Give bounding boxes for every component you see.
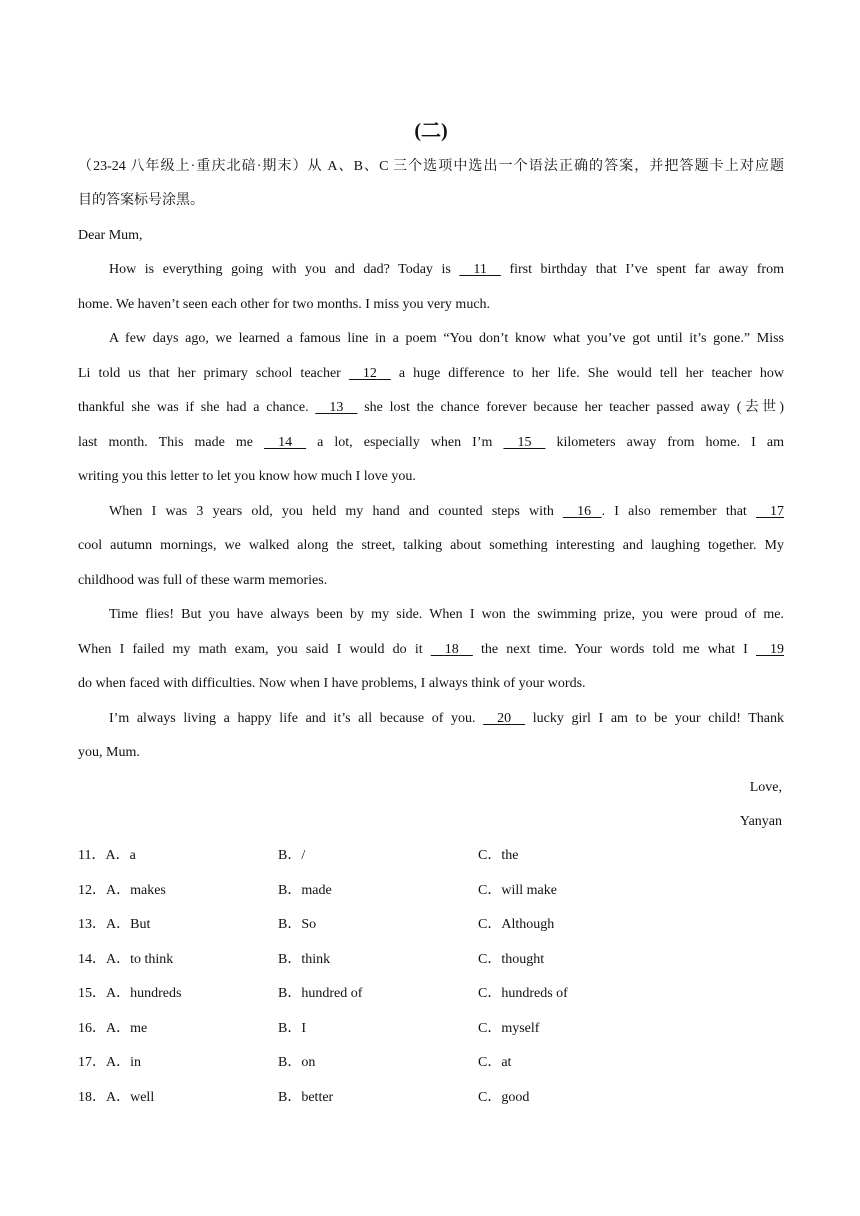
passage-line [78,260,784,280]
option-b: B．I [278,1021,306,1036]
passage-text: When I was 3 years old, you held my hand and counted steps with [109,504,564,519]
option-b: B．made [278,883,332,898]
passage-text: a lot, especially when I’m [306,435,504,450]
passage-line [78,398,784,418]
blank-number: 14 [278,435,293,450]
blank-11 [459,260,500,280]
option-c: C．at [478,1055,512,1070]
option-row-18 [78,1088,784,1108]
blank-13 [315,398,357,418]
passage-line [78,640,784,660]
passage-line [78,502,784,522]
option-a: A．well [106,1090,155,1105]
question-number: 15． [78,986,106,1001]
option-b: B．better [278,1090,334,1105]
blank-number: 13 [329,400,344,415]
option-b: B．So [278,917,317,932]
blank-number: 19 [770,642,785,657]
letter-closing: Love, [749,780,782,795]
question-number: 11． [78,848,106,863]
passage-line: writing you this letter to let you know how much I love you. [78,469,416,484]
option-row-17 [78,1053,784,1073]
passage-text: How is everything going with you and dad? Today is [109,262,460,277]
instruction-line-1: （23-24 八年级上·重庆北碚·期末）从 A、B、C 三个选项中选出一个语法正确的答案，并把答题卡上对应题 [78,159,784,174]
option-a: A．But [106,917,151,932]
blank-number: 12 [362,366,377,381]
passage-text: a huge difference to her life. She would tell her teacher how [390,366,784,381]
option-a: A．a [105,848,136,863]
blank-number: 16 [577,504,592,519]
blank-16 [563,502,602,522]
option-b: B．hundred of [278,986,363,1001]
question-number: 14． [78,952,106,967]
question-number: 12． [78,883,106,898]
passage-text: I’m always living a happy life and it’s all because of you. [109,711,484,726]
question-number: 17． [78,1055,106,1070]
question-number: 18． [78,1090,106,1105]
option-c: C．good [478,1090,530,1105]
blank-20 [483,709,525,729]
passage-text: thankful she was if she had a chance. [78,400,316,415]
passage-line [78,433,784,453]
passage-line: cool autumn mornings, we walked along the street, talking about something interesting and laughing together. My [78,538,784,553]
instruction-line-2: 目的答案标号涂黑。 [78,193,204,208]
passage-text: lucky girl I am to be your child! Thank [525,711,784,726]
passage-line [78,364,784,384]
letter-signature: Yanyan [739,814,782,829]
option-row-15 [78,984,784,1004]
option-a: A．to think [106,952,174,967]
question-number: 16． [78,1021,106,1036]
passage-text: first birthday that I’ve spent far away from [500,262,784,277]
option-b: B．on [278,1055,316,1070]
blank-17 [756,502,784,522]
passage-text: . I also remember that [601,504,756,519]
passage-text: the next time. Your words told me what I [472,642,757,657]
option-row-14 [78,950,784,970]
passage-text: When I failed my math exam, you said I would do it [78,642,431,657]
option-c: C．the [478,848,519,863]
blank-12 [349,364,391,384]
blank-number: 15 [517,435,532,450]
option-row-13 [78,915,784,935]
option-a: A．hundreds [106,986,182,1001]
option-b: B．/ [278,848,306,863]
blank-number: 17 [770,504,784,519]
option-c: C．thought [478,952,545,967]
option-c: C．will make [478,883,557,898]
passage-line: you, Mum. [78,745,140,760]
passage-text: she lost the chance forever because her teacher passed away (去世) [357,400,784,415]
blank-number: 11 [473,262,487,277]
passage-line [78,709,784,729]
option-a: A．makes [106,883,166,898]
salutation: Dear Mum, [78,228,143,243]
question-number: 13． [78,917,106,932]
blank-number: 18 [444,642,459,657]
passage-line: Time flies! But you have always been by my side. When I won the swimming prize, you were proud of me. [109,607,784,622]
passage-line: home. We haven’t seen each other for two months. I miss you very much. [78,297,491,312]
option-row-12 [78,881,784,901]
passage-line: A few days ago, we learned a famous line in a poem “You don’t know what you’ve got until it’s gone.” Miss [109,331,784,346]
passage-line: childhood was full of these warm memories. [78,573,328,588]
blank-18 [431,640,473,660]
option-b: B．think [278,952,331,967]
option-row-16 [78,1019,784,1039]
section-title: (二) [414,120,448,142]
passage-line: do when faced with difficulties. Now when I have problems, I always think of your words. [78,676,586,691]
blank-15 [503,433,545,453]
blank-number: 20 [497,711,512,726]
option-c: C．hundreds of [478,986,568,1001]
passage-text: kilometers away from home. I am [545,435,785,450]
option-row-11 [78,846,784,866]
option-a: A．me [106,1021,148,1036]
option-c: C．myself [478,1021,540,1036]
option-c: C．Although [478,917,555,932]
option-a: A．in [106,1055,141,1070]
passage-text: last month. This made me [78,435,265,450]
blank-14 [264,433,306,453]
passage-text: Li told us that her primary school teacher [78,366,349,381]
blank-19 [756,640,784,660]
